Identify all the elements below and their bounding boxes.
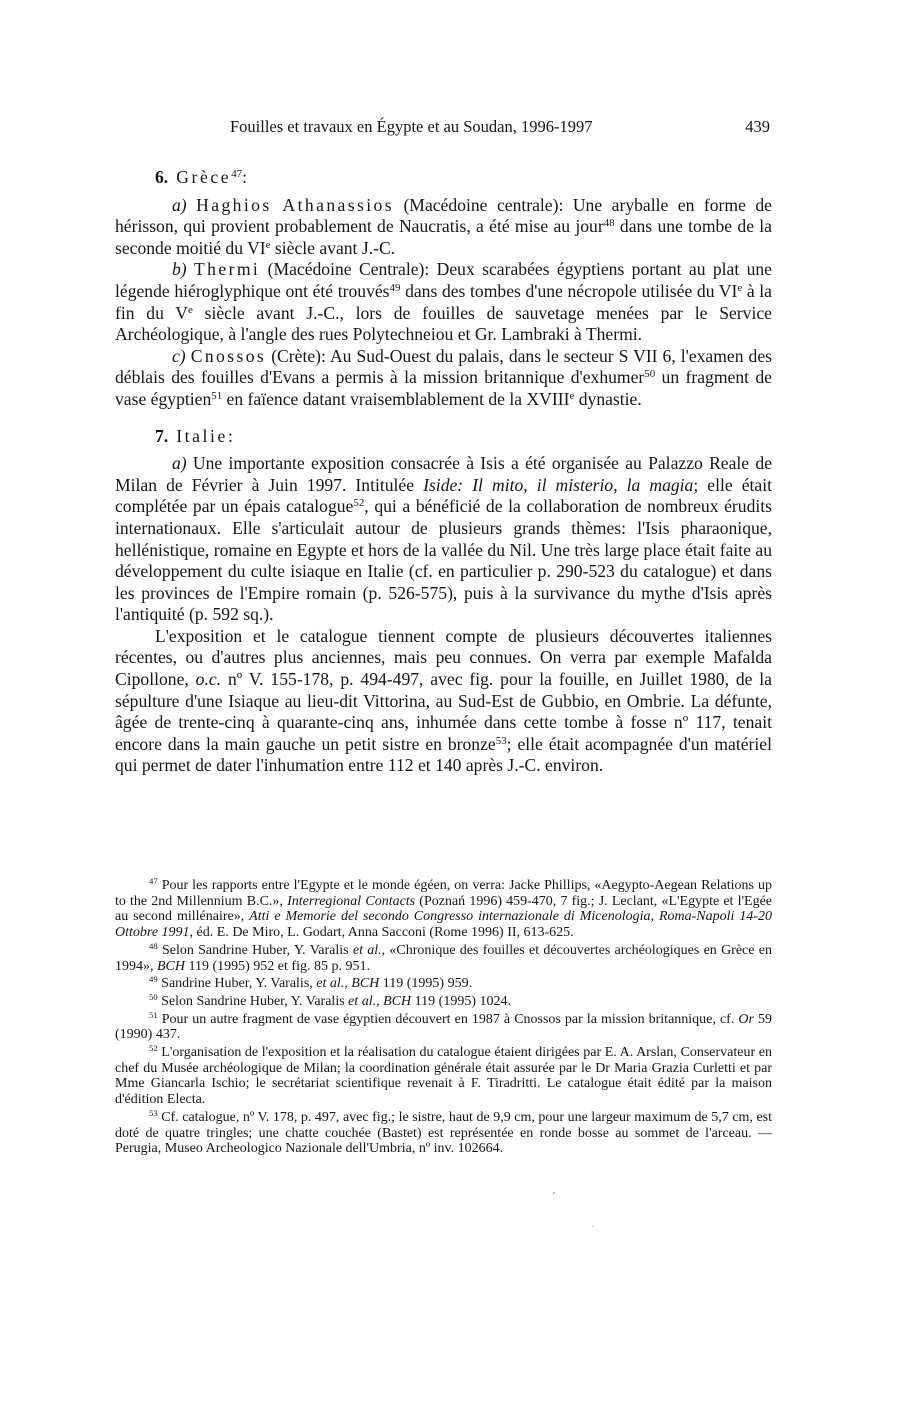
item-letter: a) bbox=[172, 194, 187, 215]
paragraph-text: nº V. 155-178, p. 494-497, avec fig. pour la fouille, en Juillet 1980, de la sépulture d'une Isiaque au lieu-dit Vittorina, au Sud-Est de Gubbio, en Ombrie. La défunte, âgée de trente-cinq à quarante-cinq ans, inhumée dans cette tombe à fosse nº 117, tenait encore dans la main gauche un petit sistre en bronze bbox=[115, 669, 772, 754]
section-heading-grece bbox=[115, 167, 772, 189]
footnote-text: (Poznań 1996) 459-470, 7 fig.; J. Leclant, «L'Egypte et l'Egée au second millénaire», bbox=[115, 893, 772, 925]
place-name: Haghios Athanassios bbox=[196, 194, 394, 215]
item-letter: a) bbox=[172, 453, 187, 474]
footnote-number: 47 bbox=[149, 876, 158, 887]
footnote-italic: et al., BCH bbox=[348, 993, 412, 1009]
running-head bbox=[230, 117, 770, 139]
footnote-ref: 53 bbox=[495, 734, 507, 747]
main-text bbox=[115, 167, 772, 777]
footnote-italic: BCH bbox=[157, 958, 185, 974]
superscript: e bbox=[737, 281, 743, 294]
footnote-number: 53 bbox=[149, 1108, 158, 1119]
section-title: Italie: bbox=[176, 425, 236, 446]
footnote-italic: Or bbox=[738, 1011, 754, 1027]
section-heading-italie bbox=[115, 426, 772, 448]
footnote-text: , éd. E. De Miro, L. Godart, Anna Sacconi (Rome 1996) II, 613-625. bbox=[189, 925, 574, 941]
footnote-text: 119 (1995) 959. bbox=[379, 976, 473, 992]
footnote-number: 52 bbox=[149, 1043, 158, 1054]
footnote-49 bbox=[115, 976, 772, 992]
footnote-text: Cf. catalogue, nº V. 178, p. 497, avec fig.; le sistre, haut de 9,9 cm, pour une largeur maximum de 5,7 cm, est doté de quatre tringles; une chatte couchée (Bastet) est représentée en ronde bosse au sommet de l'arceau. — Perugia, Museo Archeologico Nazionale dell'Umbria, nº inv. 102664. bbox=[115, 1109, 772, 1157]
footnote-text: Selon Sandrine Huber, Y. Varalis bbox=[157, 993, 349, 1009]
place-name: Thermi bbox=[194, 259, 261, 280]
footnote-text: L'organisation de l'exposition et la réalisation du catalogue étaient dirigées par E. A. Arslan, Conservateur en chef du Musée archéologique de Milan; la coordination générale était assurée par le Dr Maria Grazia Curletti et par Mme Giancarla Ischio; le secrétariat scientifique revenait à F. Tiradritti. Le catalogue était édité par la maison d'édition Electa. bbox=[115, 1045, 772, 1108]
footnote-italic: Interregional Contacts bbox=[287, 893, 416, 909]
footnote-53 bbox=[115, 1110, 772, 1157]
footnote-ref: 52 bbox=[353, 497, 365, 510]
paragraph-text: siècle avant J.-C. bbox=[270, 237, 396, 258]
footnote-text: Sandrine Huber, Y. Varalis, bbox=[157, 976, 317, 992]
footnote-text: Selon Sandrine Huber, Y. Varalis bbox=[157, 942, 353, 958]
superscript: e bbox=[188, 303, 193, 316]
running-title: Fouilles et travaux en Égypte et au Soudan, 1996-1997 bbox=[230, 117, 593, 136]
footnote-52 bbox=[115, 1045, 772, 1108]
exhibition-title: Iside: Il mito, il misterio, la magia bbox=[423, 474, 694, 495]
footnote-text: , «Chronique des fouilles et découvertes archéologiques en Grèce en 1994», bbox=[115, 942, 772, 974]
footnote-ref: 47 bbox=[231, 168, 243, 180]
paragraph-catalogue bbox=[115, 626, 772, 777]
paragraph-text: L'exposition et le catalogue tiennent compte de plusieurs découvertes italiennes récentes, ou d'autres plus anciennes, mais peu connues. On verra par exemple Mafalda Cipollone, bbox=[115, 625, 772, 690]
citation-abbrev: o.c. bbox=[195, 669, 222, 690]
footnote-italic: Atti e Memorie del secondo Congresso internazionale di Micenologia, Roma-Napoli 14-20 Ottobre 1991 bbox=[115, 909, 772, 941]
footnote-text: 119 (1995) 952 et fig. 85 p. 951. bbox=[185, 958, 370, 974]
section-colon: : bbox=[242, 167, 247, 187]
section-title: Grèce bbox=[176, 167, 232, 187]
footnote-number: 50 bbox=[149, 992, 158, 1003]
page-number: 439 bbox=[745, 117, 770, 136]
footnote-text: 119 (1995) 1024. bbox=[411, 993, 511, 1009]
paragraph-text: ; elle était complétée par un épais catalogue bbox=[115, 474, 772, 517]
paragraph-cnossos bbox=[115, 346, 772, 411]
scan-speck bbox=[553, 1192, 555, 1194]
footnote-ref: 50 bbox=[644, 368, 656, 381]
scan-speck bbox=[592, 1226, 593, 1227]
footnotes bbox=[115, 878, 772, 1159]
footnote-number: 49 bbox=[149, 974, 158, 985]
paragraph-text: dans une tombe de la seconde moitié du VI bbox=[115, 216, 772, 258]
footnote-italic: et al. bbox=[352, 942, 382, 958]
item-letter: c) bbox=[172, 345, 186, 366]
paragraph-exposition bbox=[115, 453, 772, 626]
superscript: e bbox=[265, 238, 271, 251]
paragraph-text: un fragment de vase égyptien bbox=[115, 367, 772, 409]
paragraph-text: (Crète): Au Sud-Ouest du palais, dans le secteur S VII 6, l'examen des déblais des fouilles d'Evans a permis à la mission britannique d'exhumer bbox=[115, 345, 773, 388]
paragraph-text: à la fin du V bbox=[115, 280, 772, 323]
footnote-ref: 49 bbox=[389, 281, 401, 294]
place-name: Cnossos bbox=[190, 345, 267, 366]
footnote-text: Pour les rapports entre l'Egypte et le monde égéen, on verra: Jacke Phillips, «Aegypto-Aegean Relations up to the 2nd Millennium B.C.», bbox=[115, 878, 772, 909]
footnote-51 bbox=[115, 1009, 772, 1043]
section-number: 6. bbox=[155, 167, 169, 187]
footnote-ref: 48 bbox=[603, 217, 615, 230]
footnote-text: 59 (1990) 437. bbox=[115, 1011, 772, 1043]
paragraph-text: en faïence datant vraisemblablement de la XVIII bbox=[222, 388, 570, 409]
paragraph-text: Une importante exposition consacrée à Isis a été organisée au Palazzo Reale de Milan de Février à Juin 1997. Intitulée bbox=[115, 453, 772, 495]
footnote-text: Pour un autre fragment de vase égyptien découvert en 1987 à Cnossos par la mission britannique, cf. bbox=[157, 1011, 739, 1027]
footnote-50 bbox=[115, 994, 772, 1010]
paragraph-text: ; elle était acompagnée d'un matériel qui permet de dater l'inhumation entre 112 et 140 après J.-C. environ. bbox=[115, 733, 772, 776]
paragraph-haghios bbox=[115, 195, 772, 260]
superscript: e bbox=[569, 389, 575, 402]
paragraph-thermi bbox=[115, 259, 772, 345]
paragraph-text: dynastie. bbox=[574, 388, 642, 409]
footnote-48 bbox=[115, 943, 772, 974]
paragraph-text: siècle avant J.-C., lors de fouilles de sauvetage menées par le Service Archéologique, à l'angle des rues Polytechneiou et Gr. Lambraki à Thermi. bbox=[115, 302, 772, 345]
footnote-ref: 51 bbox=[211, 389, 223, 402]
paragraph-text: dans des tombes d'une nécropole utilisée du VI bbox=[400, 280, 738, 301]
paragraph-text: , qui a bénéficié de la collaboration de nombreux érudits internationaux. Elle s'articulait autour de plusieurs grands thèmes: l'Isis pharaonique, hellénistique, romaine en Egypte et hors de la vallée du Nil. Une très large place était faite au développement du culte isiaque en Italie (cf. en particulier p. 290-523 du catalogue) et dans les provinces de l'Empire romain (p. 526-575), puis à la survivance du mythe d'Isis après l'antiquité (p. 592 sq.). bbox=[115, 496, 772, 625]
footnote-number: 48 bbox=[149, 941, 158, 952]
section-number: 7. bbox=[155, 425, 169, 446]
footnote-italic: et al., BCH bbox=[316, 976, 380, 992]
paragraph-text: (Macédoine centrale): Une aryballe en forme de hérisson, qui provient probablement de Naucratis, a été mise au jour bbox=[115, 194, 772, 237]
item-letter: b) bbox=[172, 259, 187, 280]
footnote-47 bbox=[115, 878, 772, 941]
paragraph-text: (Macédoine Centrale): Deux scarabées égyptiens portant au plat une légende hiéroglyphique ont été trouvés bbox=[115, 259, 772, 301]
footnote-number: 51 bbox=[149, 1009, 158, 1020]
